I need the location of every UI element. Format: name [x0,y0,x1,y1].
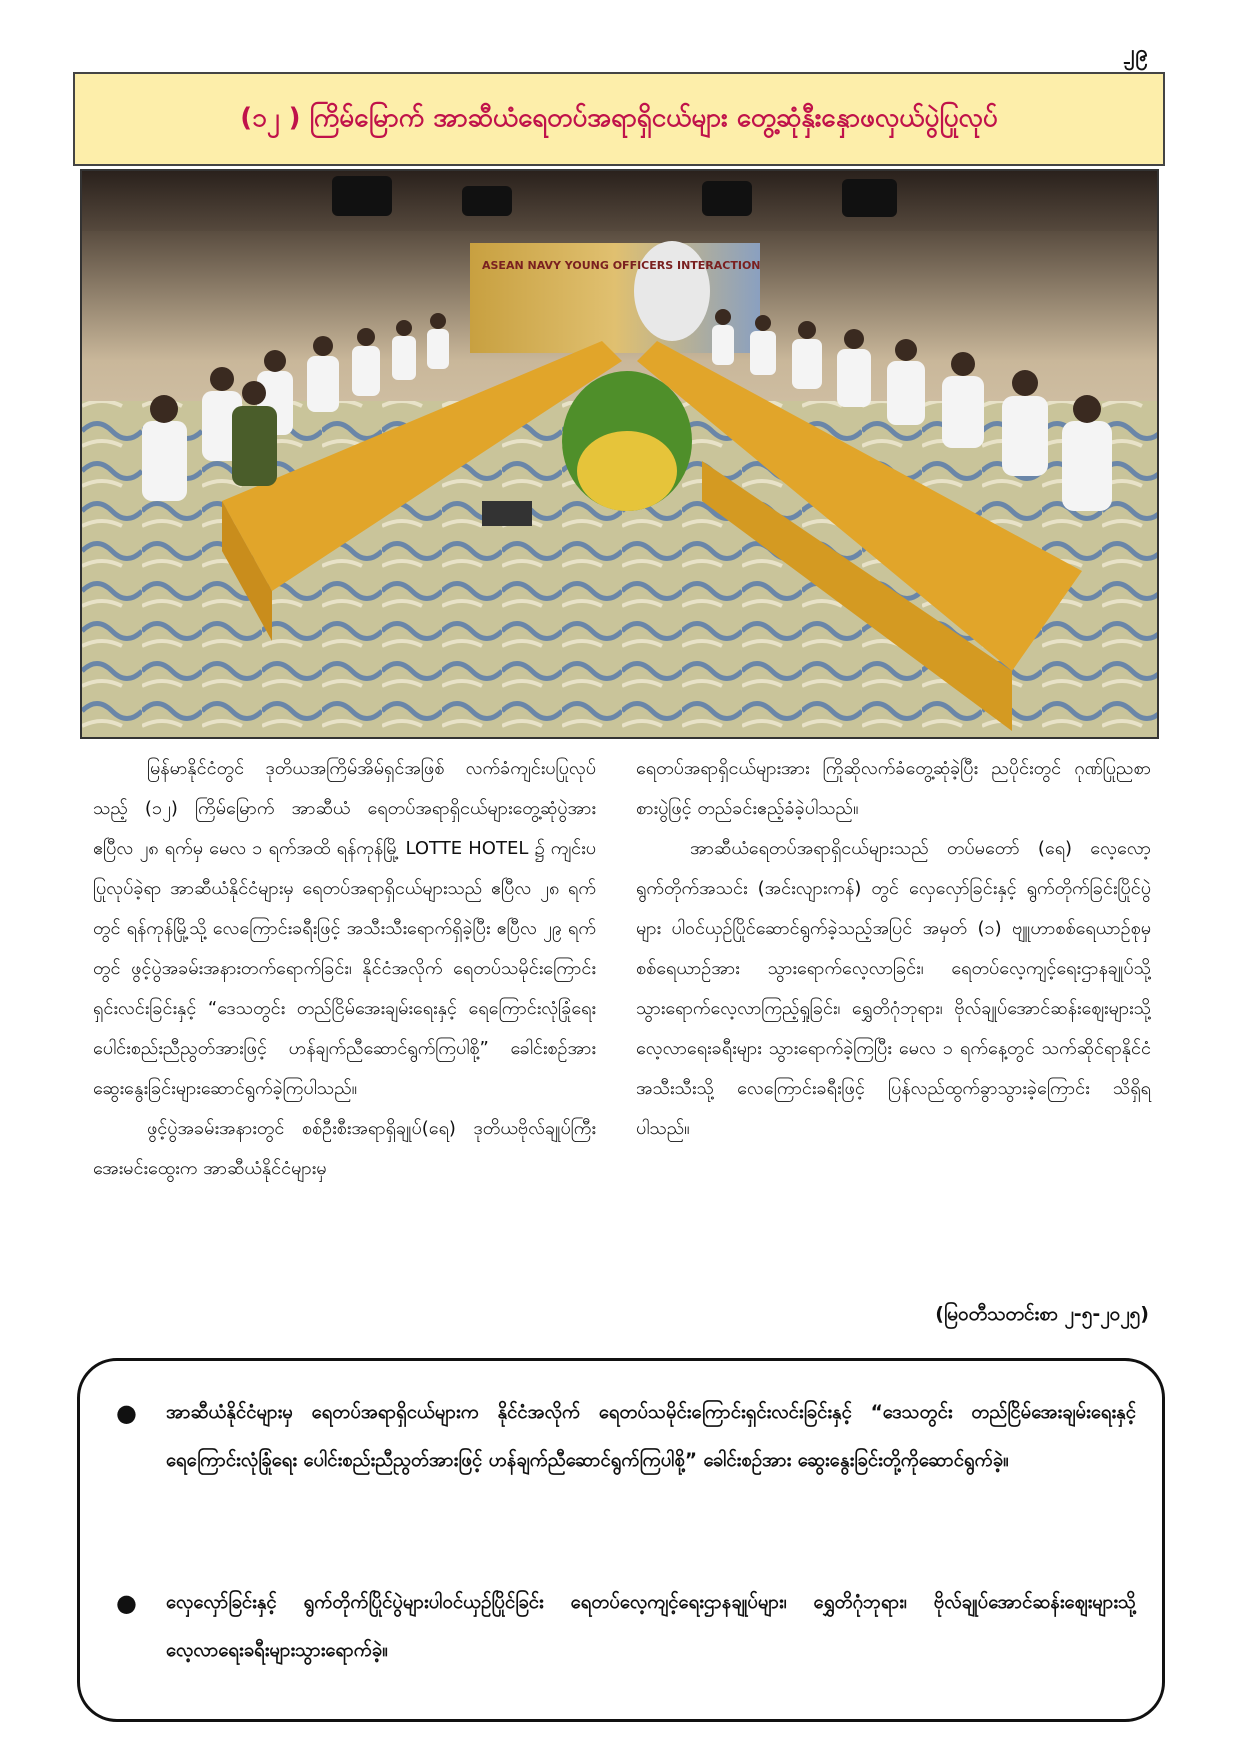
summary-bullet-text: အာဆီယံနိုင်ငံများမှ ရေတပ်အရာရှိငယ်များက နိုင်ငံအလိုက် ရေတပ်သမိုင်းကြောင်းရှင်းလင်းခြင်းနှင့် “ဒေသတွင်း တည်ငြိမ်အေးချမ်းရေးနှင့် ရေကြောင်းလုံခြုံရေး ပေါင်းစည်းညီညွတ်အားဖြင့် ဟန်ချက်ညီဆောင်ရွက်ကြပါစို့” ခေါင်းစဉ်အား ဆွေးနွေးခြင်းတို့ကိုဆောင်ရွက်ခဲ့။ [166,1402,1136,1471]
event-photo [80,169,1159,739]
bullet-icon: ● [116,1589,137,1617]
summary-box [77,1358,1165,1722]
bullet-icon: ● [116,1399,137,1427]
summary-bullet [116,1389,1136,1485]
conference-room-illustration [82,171,1157,737]
page-number: ၂၉ [1123,41,1149,66]
summary-bullet-text: လှေလှော်ခြင်းနှင့် ရွက်တိုက်ပြိုင်ပွဲများပါဝင်ယှဉ်ပြိုင်ခြင်း ရေတပ်လေ့ကျင့်ရေးဌာနချုပ်များ၊ ရွှေတိဂုံဘုရား၊ ဗိုလ်ချုပ်အောင်ဆန်းဈေးများသို့ လေ့လာရေးခရီးများသွားရောက်ခဲ့။ [166,1592,1136,1661]
source-citation: (မြဝတီသတင်းစာ ၂-၅-၂၀၂၅) [935,1303,1149,1325]
page-title: (၁၂ ) ကြိမ်မြောက် အာဆီယံရေတပ်အရာရှိငယ်များ တွေ့ဆုံနှီးနှောဖလှယ်ပွဲပြုလုပ် [240,102,998,133]
projector [482,501,532,526]
banner-caption: ASEAN NAVY YOUNG OFFICERS INTERACTION [482,259,761,272]
title-banner [73,72,1165,166]
summary-bullet [116,1579,1136,1675]
article-paragraph: အာဆီယံရေတပ်အရာရှိငယ်များသည် တပ်မတော် (ရေ) လေ့လော့ရွက်တိုက်အသင်း (အင်းလျားကန်) တွင် လှေလှော်ခြင်းနှင့် ရွက်တိုက်ခြင်းပြိုင်ပွဲများ ပါဝင်ယှဉ်ပြိုင်ဆောင်ရွက်ခဲ့သည့်အပြင် အမှတ် (၁) ဗျူဟာစစ်ရေယာဉ်စုမှ စစ်ရေယာဉ်အား သွားရောက်လေ့လာခြင်း၊ ရေတပ်လေ့ကျင့်ရေးဌာနချုပ်သို့ သွားရောက်လေ့လာကြည့်ရှုခြင်း၊ ရွှေတိဂုံဘုရား၊ ဗိုလ်ချုပ်အောင်ဆန်းဈေးများသို့ လေ့လာရေးခရီးများ သွားရောက်ခဲ့ကြပြီး မေလ ၁ ရက်နေ့တွင် သက်ဆိုင်ရာနိုင်ငံ အသီးသီးသို့ လေကြောင်းခရီးဖြင့် ပြန်လည်ထွက်ခွာသွားခဲ့ကြောင်း သိရှိရပါသည်။ [636,838,1151,1139]
article-left-column [93,749,596,1189]
article-paragraph: မြန်မာနိုင်ငံတွင် ဒုတိယအကြိမ်အိမ်ရှင်အဖြစ် လက်ခံကျင်းပပြုလုပ်သည့် (၁၂) ကြိမ်မြောက် အာဆီယံ ရေတပ်အရာရှိငယ်များတွေ့ဆုံပွဲအား ဧပြီလ ၂၈ ရက်မှ မေလ ၁ ရက်အထိ ရန်ကုန်မြို့ LOTTE HOTEL ၌ ကျင်းပပြုလုပ်ခဲ့ရာ အာဆီယံနိုင်ငံများမှ ရေတပ်အရာရှိငယ်များသည် ဧပြီလ ၂၈ ရက်တွင် ရန်ကုန်မြို့သို့ လေကြောင်းခရီးဖြင့် အသီးသီးရောက်ရှိခဲ့ပြီး ဧပြီလ ၂၉ ရက်တွင် ဖွင့်ပွဲအခမ်းအနားတက်ရောက်ခြင်း၊ နိုင်ငံအလိုက် ရေတပ်သမိုင်းကြောင်းရှင်းလင်းခြင်းနှင့် “ဒေသတွင်း တည်ငြိမ်အေးချမ်းရေးနှင့် ရေကြောင်းလုံခြုံရေးပေါင်းစည်းညီညွတ်အားဖြင့် ဟန်ချက်ညီဆောင်ရွက်ကြပါစို့” ခေါင်းစဉ်အား ဆွေးနွေးခြင်းများဆောင်ရွက်ခဲ့ကြပါသည်။ [93,758,596,1099]
buddha-statue-image [634,241,710,341]
article-paragraph: ရေတပ်အရာရှိငယ်များအား ကြိုဆိုလက်ခံတွေ့ဆုံခဲ့ပြီး ညပိုင်းတွင် ဂုဏ်ပြုညစာစားပွဲဖြင့် တည်ခင်းဧည့်ခံခဲ့ပါသည်။ [636,758,1151,819]
article-right-column [636,749,1151,1149]
article-paragraph: ဖွင့်ပွဲအခမ်းအနားတွင် စစ်ဦးစီးအရာရှိချုပ်(ရေ) ဒုတိယဗိုလ်ချုပ်ကြီး အေးမင်းထွေးက အာဆီယံနိုင်ငံများမှ [93,1118,596,1179]
